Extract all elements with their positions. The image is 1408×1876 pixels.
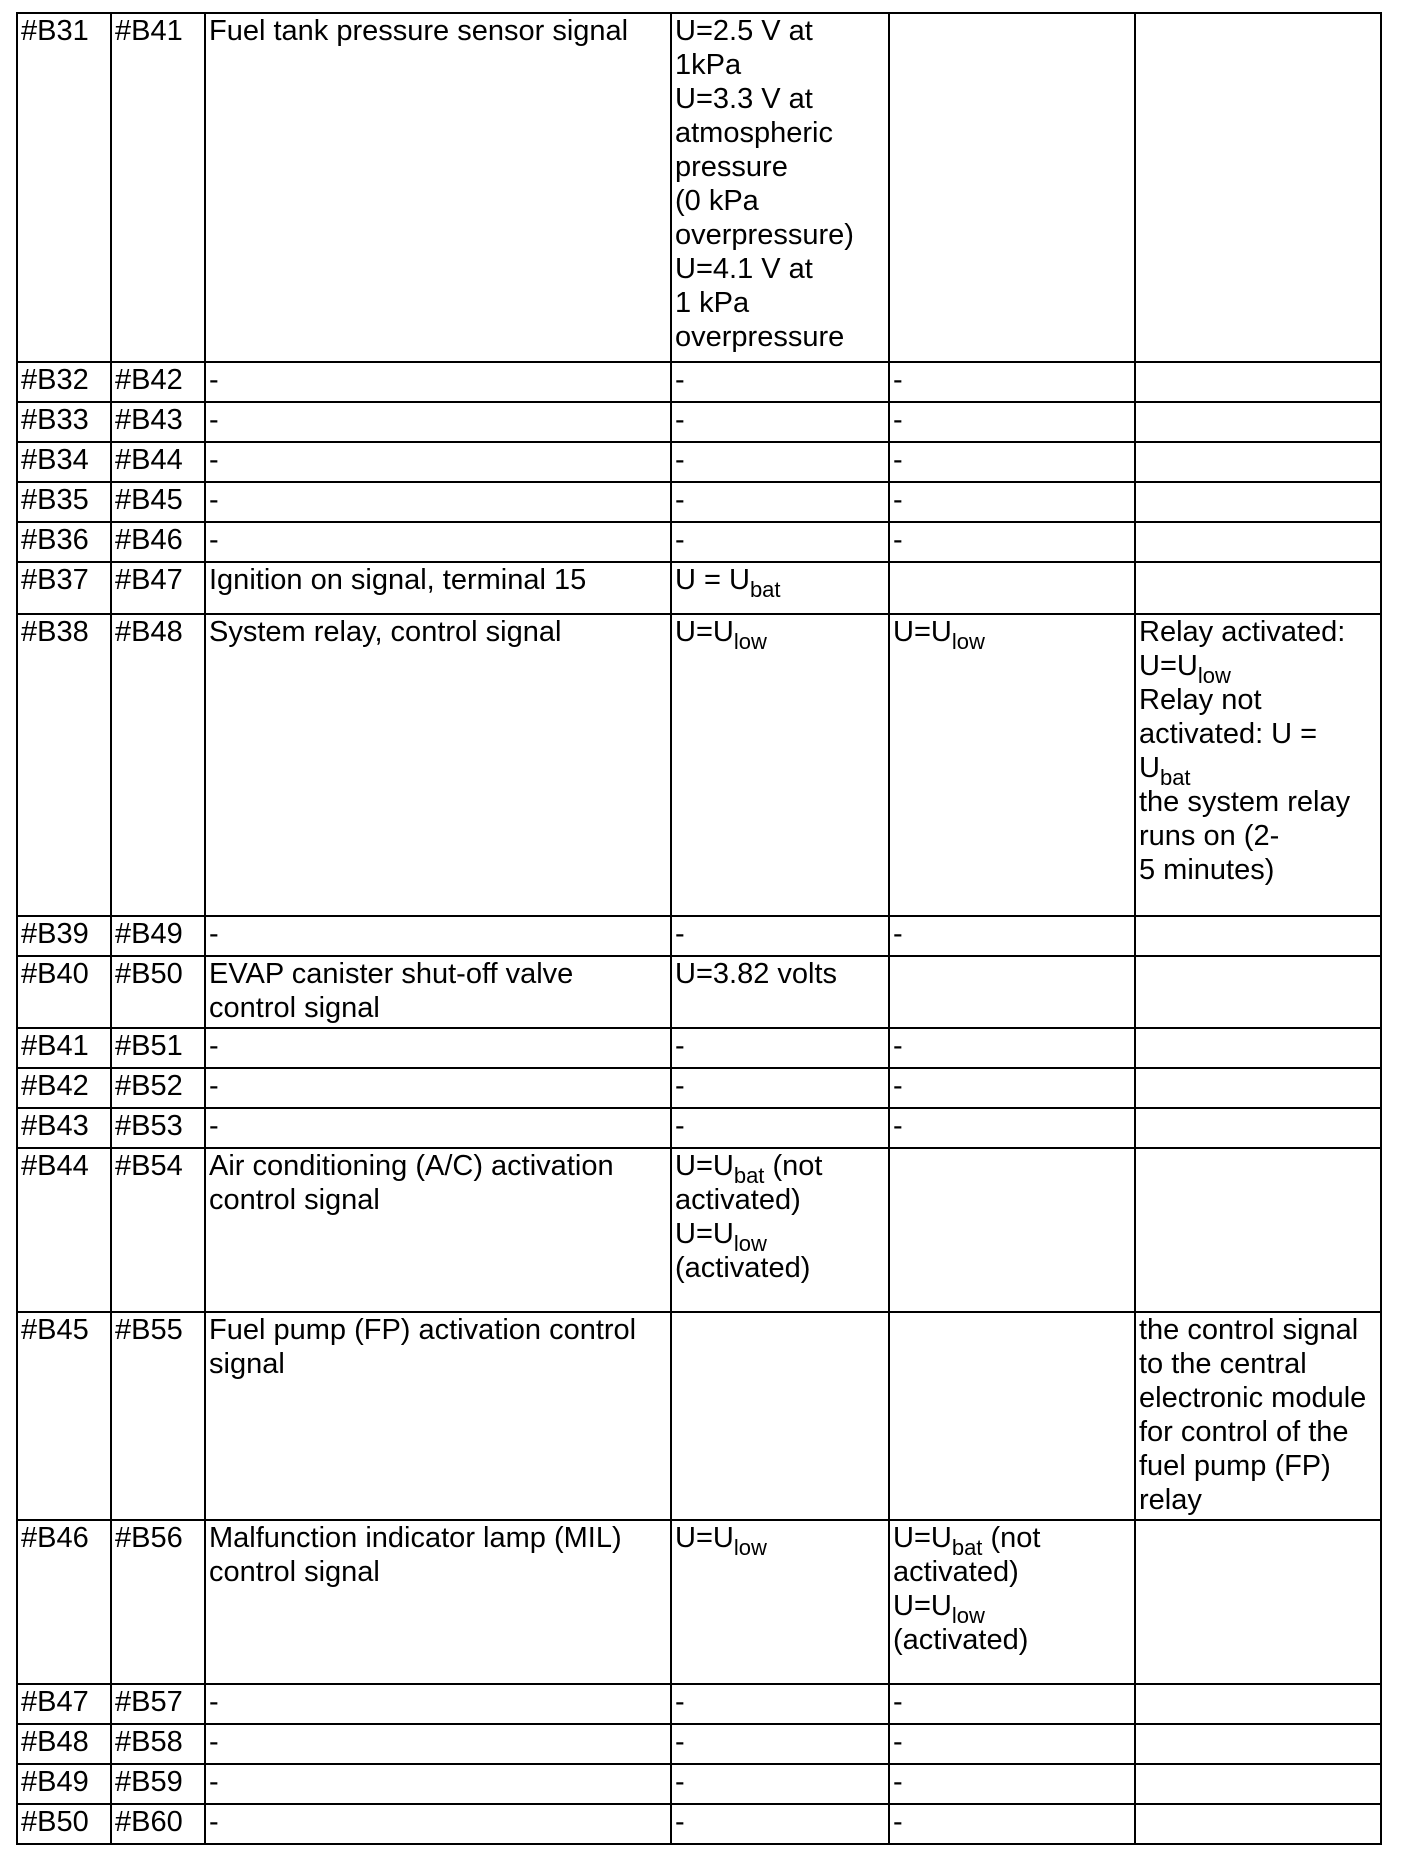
- table-row: [17, 1312, 1381, 1520]
- cell-text: U=U: [893, 1522, 952, 1554]
- subscript: low: [951, 629, 985, 654]
- subscript: low: [733, 629, 767, 654]
- signal-value-cell: [671, 482, 889, 522]
- cell-line: [675, 116, 886, 150]
- secondary-value-cell: [889, 1724, 1135, 1764]
- remarks-cell: [1135, 614, 1381, 916]
- secondary-value-cell: [889, 13, 1135, 362]
- cell-line: [1139, 1313, 1378, 1347]
- description-cell: Fuel tank pressure sensor signal: [205, 13, 671, 362]
- signal-value-cell: [671, 614, 889, 916]
- cell-line: [893, 1725, 1132, 1759]
- pin-b-cell: #B57: [111, 1684, 205, 1724]
- remarks-cell: [1135, 1724, 1381, 1764]
- cell-text: -: [893, 1686, 903, 1718]
- secondary-value-cell: [889, 482, 1135, 522]
- remarks-cell: [1135, 1312, 1381, 1520]
- cell-line: [675, 957, 886, 991]
- pin-b-cell: #B60: [111, 1804, 205, 1844]
- cell-text: 5 minutes): [1139, 854, 1275, 886]
- cell-text: -: [893, 918, 903, 950]
- cell-text: -: [675, 1726, 685, 1758]
- remarks-cell: [1135, 362, 1381, 402]
- cell-text: U=U: [675, 616, 734, 648]
- remarks-cell: [1135, 482, 1381, 522]
- cell-line: [1139, 1347, 1378, 1381]
- pin-b-cell: #B54: [111, 1148, 205, 1312]
- cell-text: -: [675, 1030, 685, 1062]
- remarks-cell: [1135, 956, 1381, 1028]
- secondary-value-cell: [889, 614, 1135, 916]
- cell-text: -: [893, 404, 903, 436]
- subscript: low: [1197, 663, 1231, 688]
- pin-a-cell: #B46: [17, 1520, 111, 1684]
- pin-a-cell: #B40: [17, 956, 111, 1028]
- cell-line: [893, 1685, 1132, 1719]
- signal-value-cell: [671, 522, 889, 562]
- cell-line: [675, 1521, 886, 1560]
- cell-text: 1kPa: [675, 49, 742, 81]
- cell-text: relay: [1139, 1484, 1202, 1516]
- description-cell: -: [205, 1068, 671, 1108]
- cell-text: electronic module: [1139, 1382, 1367, 1414]
- cell-line: [675, 320, 886, 354]
- cell-line: [675, 917, 886, 951]
- cell-line: [893, 1555, 1132, 1589]
- cell-line: [675, 150, 886, 184]
- table-row: [17, 402, 1381, 442]
- cell-line: [893, 1765, 1132, 1799]
- description-cell: Ignition on signal, terminal 15: [205, 562, 671, 614]
- signal-value-cell: [671, 1520, 889, 1684]
- table-row: [17, 362, 1381, 402]
- cell-text: overpressure: [675, 321, 845, 353]
- signal-value-cell: [671, 362, 889, 402]
- cell-text: atmospheric: [675, 117, 833, 149]
- description-cell: -: [205, 522, 671, 562]
- cell-text: -: [675, 1806, 685, 1838]
- description-cell: -: [205, 1724, 671, 1764]
- remarks-cell: [1135, 1764, 1381, 1804]
- cell-text: -: [893, 1110, 903, 1142]
- table-row: [17, 1148, 1381, 1312]
- pin-b-cell: #B41: [111, 13, 205, 362]
- subscript: bat: [749, 577, 781, 602]
- description-cell: -: [205, 442, 671, 482]
- description-cell: -: [205, 482, 671, 522]
- cell-text: -: [675, 484, 685, 516]
- subscript: low: [951, 1603, 985, 1628]
- cell-text: U=U: [893, 1590, 952, 1622]
- cell-line: [675, 1069, 886, 1103]
- pin-a-cell: #B45: [17, 1312, 111, 1520]
- pin-assignment-table: [16, 12, 1382, 1845]
- signal-value-cell: [671, 1804, 889, 1844]
- table-row: [17, 614, 1381, 916]
- cell-line: [893, 615, 1132, 654]
- description-cell: -: [205, 1764, 671, 1804]
- secondary-value-cell: [889, 1148, 1135, 1312]
- cell-line: [1139, 819, 1378, 853]
- cell-text: U=3.82 volts: [675, 958, 838, 990]
- cell-line: [893, 1109, 1132, 1143]
- remarks-cell: [1135, 442, 1381, 482]
- table-row: [17, 1764, 1381, 1804]
- cell-line: [675, 403, 886, 437]
- cell-text: U=U: [1139, 650, 1198, 682]
- cell-text-suffix: (not: [982, 1522, 1041, 1554]
- subscript: bat: [733, 1163, 765, 1188]
- cell-text: activated: U =: [1139, 718, 1318, 750]
- document-page: [16, 12, 1382, 1845]
- cell-text: -: [675, 444, 685, 476]
- cell-text: -: [675, 918, 685, 950]
- description-cell: -: [205, 1684, 671, 1724]
- table-row: [17, 522, 1381, 562]
- subscript: low: [733, 1535, 767, 1560]
- pin-a-cell: #B32: [17, 362, 111, 402]
- signal-value-cell: [671, 1724, 889, 1764]
- cell-text: Relay not: [1139, 684, 1262, 716]
- cell-line: [675, 1149, 886, 1188]
- cell-line: [1139, 649, 1378, 688]
- table-row: [17, 1520, 1381, 1684]
- pin-a-cell: #B47: [17, 1684, 111, 1724]
- cell-text: -: [893, 364, 903, 396]
- table-body: [17, 13, 1381, 1844]
- cell-line: [893, 1589, 1132, 1628]
- cell-line: [893, 483, 1132, 517]
- cell-text: Relay activated:: [1139, 616, 1346, 648]
- table-row: [17, 1028, 1381, 1068]
- description-cell: Fuel pump (FP) activation control signal: [205, 1312, 671, 1520]
- secondary-value-cell: [889, 1312, 1135, 1520]
- cell-text: -: [893, 1726, 903, 1758]
- signal-value-cell: [671, 1312, 889, 1520]
- secondary-value-cell: [889, 1684, 1135, 1724]
- secondary-value-cell: [889, 916, 1135, 956]
- secondary-value-cell: [889, 1764, 1135, 1804]
- cell-text: -: [893, 444, 903, 476]
- cell-line: [893, 1805, 1132, 1839]
- remarks-cell: [1135, 1684, 1381, 1724]
- secondary-value-cell: [889, 402, 1135, 442]
- pin-a-cell: #B33: [17, 402, 111, 442]
- cell-line: [893, 403, 1132, 437]
- pin-a-cell: #B49: [17, 1764, 111, 1804]
- secondary-value-cell: [889, 1108, 1135, 1148]
- cell-line: [893, 1029, 1132, 1063]
- description-cell: -: [205, 916, 671, 956]
- cell-line: [675, 252, 886, 286]
- cell-text: U=U: [675, 1522, 734, 1554]
- description-cell: -: [205, 402, 671, 442]
- description-cell: EVAP canister shut-off valve control signal: [205, 956, 671, 1028]
- cell-line: [675, 82, 886, 116]
- signal-value-cell: [671, 402, 889, 442]
- pin-a-cell: #B39: [17, 916, 111, 956]
- description-cell: System relay, control signal: [205, 614, 671, 916]
- remarks-cell: [1135, 1028, 1381, 1068]
- description-cell: Air conditioning (A/C) activation control signal: [205, 1148, 671, 1312]
- remarks-cell: [1135, 1804, 1381, 1844]
- cell-text: -: [893, 484, 903, 516]
- cell-line: [675, 14, 886, 48]
- signal-value-cell: [671, 1684, 889, 1724]
- cell-text: to the central: [1139, 1348, 1307, 1380]
- cell-text-suffix: (not: [764, 1150, 823, 1182]
- cell-line: [1139, 853, 1378, 887]
- signal-value-cell: [671, 442, 889, 482]
- cell-line: [893, 1069, 1132, 1103]
- cell-line: [675, 615, 886, 654]
- table-row: [17, 13, 1381, 362]
- table-row: [17, 562, 1381, 614]
- pin-a-cell: #B38: [17, 614, 111, 916]
- table-row: [17, 482, 1381, 522]
- signal-value-cell: [671, 13, 889, 362]
- cell-line: [675, 48, 886, 82]
- secondary-value-cell: [889, 1520, 1135, 1684]
- cell-line: [675, 443, 886, 477]
- pin-a-cell: #B34: [17, 442, 111, 482]
- cell-line: [893, 917, 1132, 951]
- pin-a-cell: #B50: [17, 1804, 111, 1844]
- table-row: [17, 1068, 1381, 1108]
- remarks-cell: [1135, 522, 1381, 562]
- cell-line: [1139, 1381, 1378, 1415]
- signal-value-cell: [671, 1148, 889, 1312]
- cell-line: [675, 218, 886, 252]
- cell-text: (0 kPa: [675, 185, 759, 217]
- pin-b-cell: #B45: [111, 482, 205, 522]
- remarks-cell: [1135, 402, 1381, 442]
- cell-line: [675, 1765, 886, 1799]
- pin-a-cell: #B41: [17, 1028, 111, 1068]
- signal-value-cell: [671, 956, 889, 1028]
- pin-a-cell: #B31: [17, 13, 111, 362]
- cell-line: [893, 1521, 1132, 1560]
- cell-line: [675, 523, 886, 557]
- cell-text: runs on (2-: [1139, 820, 1280, 852]
- cell-text: (activated): [893, 1624, 1029, 1656]
- secondary-value-cell: [889, 1028, 1135, 1068]
- cell-text: -: [893, 1806, 903, 1838]
- pin-b-cell: #B52: [111, 1068, 205, 1108]
- cell-text: -: [893, 1766, 903, 1798]
- table-row: [17, 956, 1381, 1028]
- cell-text: U=3.3 V at: [675, 83, 813, 115]
- cell-text: overpressure): [675, 219, 854, 251]
- cell-text: -: [893, 1030, 903, 1062]
- cell-text: the system relay: [1139, 786, 1351, 818]
- signal-value-cell: [671, 1764, 889, 1804]
- cell-text: -: [675, 524, 685, 556]
- pin-b-cell: #B49: [111, 916, 205, 956]
- cell-text: the control signal: [1139, 1314, 1359, 1346]
- secondary-value-cell: [889, 362, 1135, 402]
- cell-text: (activated): [675, 1252, 811, 1284]
- cell-text: U=2.5 V at: [675, 15, 813, 47]
- cell-line: [675, 1217, 886, 1256]
- cell-text: -: [675, 1686, 685, 1718]
- cell-text: U=U: [893, 616, 952, 648]
- cell-line: [1139, 785, 1378, 819]
- remarks-cell: [1135, 13, 1381, 362]
- cell-text: for control of the: [1139, 1416, 1349, 1448]
- cell-line: [1139, 1449, 1378, 1483]
- cell-text: pressure: [675, 151, 788, 183]
- pin-a-cell: #B44: [17, 1148, 111, 1312]
- cell-line: [893, 363, 1132, 397]
- secondary-value-cell: [889, 522, 1135, 562]
- cell-line: [893, 1623, 1132, 1657]
- secondary-value-cell: [889, 1804, 1135, 1844]
- pin-a-cell: #B35: [17, 482, 111, 522]
- signal-value-cell: [671, 1108, 889, 1148]
- table-row: [17, 1724, 1381, 1764]
- description-cell: Malfunction indicator lamp (MIL) control signal: [205, 1520, 671, 1684]
- cell-line: [1139, 683, 1378, 717]
- cell-text: -: [893, 524, 903, 556]
- table-row: [17, 1108, 1381, 1148]
- pin-a-cell: #B48: [17, 1724, 111, 1764]
- cell-line: [675, 286, 886, 320]
- description-cell: -: [205, 1028, 671, 1068]
- secondary-value-cell: [889, 562, 1135, 614]
- pin-b-cell: #B50: [111, 956, 205, 1028]
- secondary-value-cell: [889, 956, 1135, 1028]
- cell-text: -: [675, 1766, 685, 1798]
- cell-text: U=U: [675, 1218, 734, 1250]
- remarks-cell: [1135, 1108, 1381, 1148]
- description-cell: -: [205, 1804, 671, 1844]
- cell-line: [675, 1805, 886, 1839]
- description-cell: -: [205, 362, 671, 402]
- pin-a-cell: #B37: [17, 562, 111, 614]
- cell-line: [893, 443, 1132, 477]
- remarks-cell: [1135, 1520, 1381, 1684]
- remarks-cell: [1135, 916, 1381, 956]
- cell-text: activated): [675, 1184, 801, 1216]
- remarks-cell: [1135, 1148, 1381, 1312]
- cell-line: [675, 1109, 886, 1143]
- cell-line: [1139, 1483, 1378, 1517]
- cell-line: [675, 184, 886, 218]
- pin-b-cell: #B46: [111, 522, 205, 562]
- subscript: low: [733, 1231, 767, 1256]
- cell-line: [1139, 1415, 1378, 1449]
- cell-text: U=U: [675, 1150, 734, 1182]
- subscript: bat: [1159, 765, 1191, 790]
- cell-line: [1139, 751, 1378, 790]
- cell-line: [675, 1685, 886, 1719]
- cell-text: U = U: [675, 564, 750, 596]
- cell-line: [675, 1183, 886, 1217]
- pin-a-cell: #B42: [17, 1068, 111, 1108]
- remarks-cell: [1135, 1068, 1381, 1108]
- pin-b-cell: #B47: [111, 562, 205, 614]
- cell-text: activated): [893, 1556, 1019, 1588]
- pin-b-cell: #B55: [111, 1312, 205, 1520]
- cell-line: [675, 1725, 886, 1759]
- remarks-cell: [1135, 562, 1381, 614]
- secondary-value-cell: [889, 442, 1135, 482]
- pin-b-cell: #B53: [111, 1108, 205, 1148]
- signal-value-cell: [671, 1028, 889, 1068]
- description-cell: -: [205, 1108, 671, 1148]
- secondary-value-cell: [889, 1068, 1135, 1108]
- cell-line: [1139, 615, 1378, 649]
- cell-line: [675, 483, 886, 517]
- pin-a-cell: #B36: [17, 522, 111, 562]
- table-row: [17, 916, 1381, 956]
- cell-text: -: [675, 1110, 685, 1142]
- cell-text: -: [675, 1070, 685, 1102]
- cell-text: -: [675, 364, 685, 396]
- cell-line: [675, 363, 886, 397]
- table-row: [17, 1804, 1381, 1844]
- cell-text: U=4.1 V at: [675, 253, 813, 285]
- cell-text: U: [1139, 752, 1160, 784]
- pin-b-cell: #B43: [111, 402, 205, 442]
- cell-text: 1 kPa: [675, 287, 750, 319]
- cell-text: -: [675, 404, 685, 436]
- pin-b-cell: #B58: [111, 1724, 205, 1764]
- pin-b-cell: #B44: [111, 442, 205, 482]
- cell-line: [1139, 717, 1378, 751]
- cell-line: [893, 523, 1132, 557]
- signal-value-cell: [671, 1068, 889, 1108]
- signal-value-cell: [671, 916, 889, 956]
- cell-text: fuel pump (FP): [1139, 1450, 1331, 1482]
- signal-value-cell: [671, 562, 889, 614]
- cell-line: [675, 1029, 886, 1063]
- pin-b-cell: #B42: [111, 362, 205, 402]
- cell-line: [675, 1251, 886, 1285]
- pin-b-cell: #B59: [111, 1764, 205, 1804]
- cell-text: -: [893, 1070, 903, 1102]
- table-row: [17, 442, 1381, 482]
- pin-b-cell: #B48: [111, 614, 205, 916]
- pin-a-cell: #B43: [17, 1108, 111, 1148]
- table-row: [17, 1684, 1381, 1724]
- subscript: bat: [951, 1535, 983, 1560]
- cell-line: [675, 563, 886, 602]
- pin-b-cell: #B56: [111, 1520, 205, 1684]
- pin-b-cell: #B51: [111, 1028, 205, 1068]
